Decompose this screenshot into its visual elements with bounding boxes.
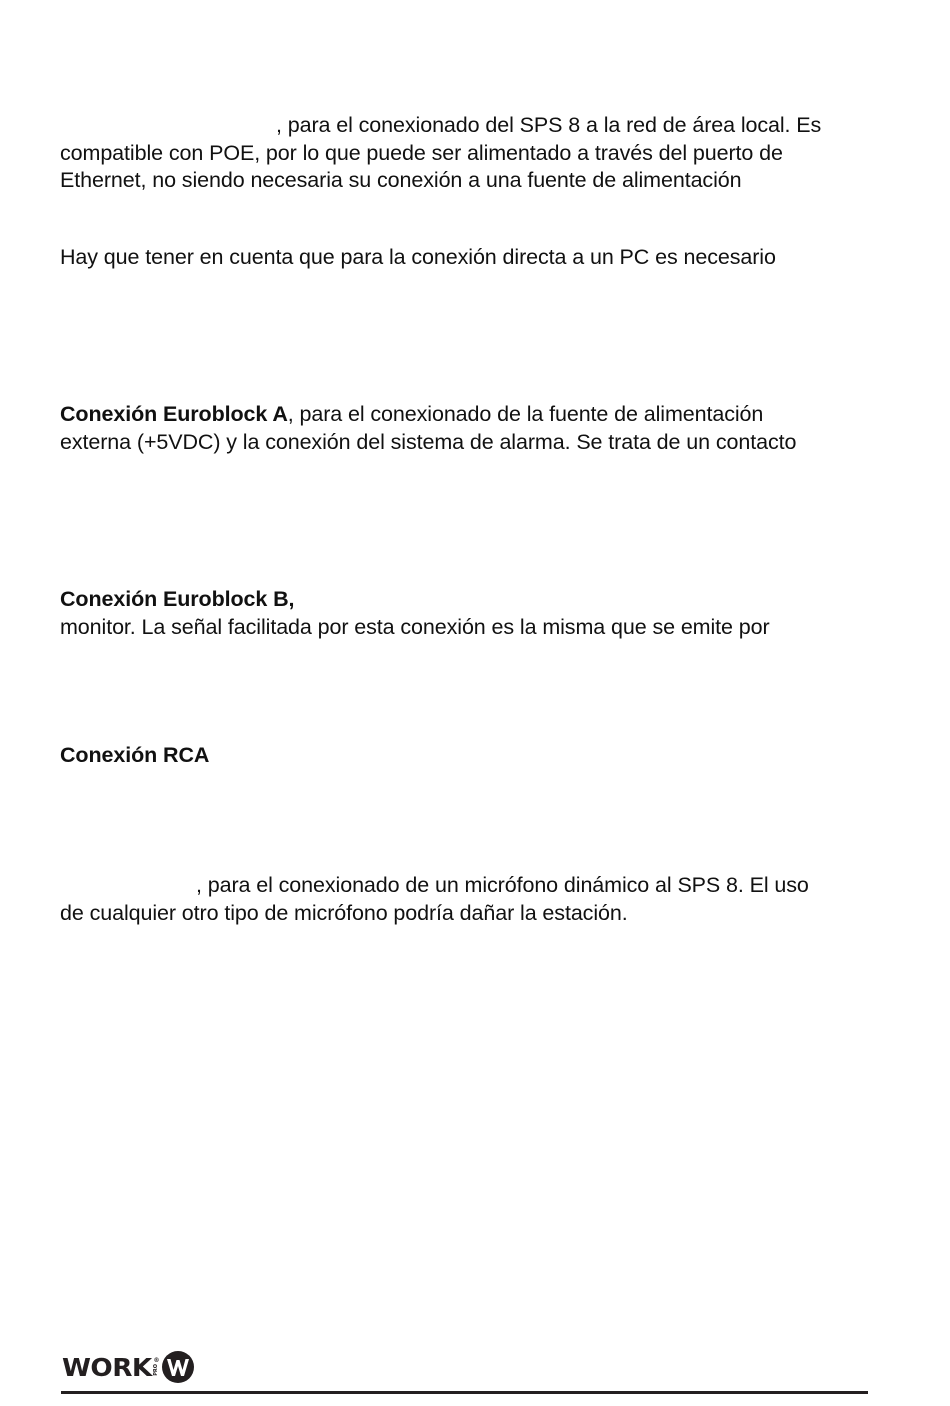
euroblock-b-line-2: monitor. La señal facilitada por esta conexión es la misma que se emite por xyxy=(60,615,770,639)
euroblock-a-line-1 xyxy=(60,400,763,429)
registered-mark: ® xyxy=(153,1357,160,1365)
logo-pro-mark xyxy=(153,1358,159,1376)
footer-divider xyxy=(61,1391,868,1394)
euroblock-b-title: Conexión Euroblock B, xyxy=(60,587,295,611)
mic-line-1: , para el conexionado de un micrófono dinámico al SPS 8. El uso xyxy=(196,873,809,897)
mic-line-2: de cualquier otro tipo de micrófono podría dañar la estación. xyxy=(60,901,628,925)
lan-note-line: Hay que tener en cuenta que para la conexión directa a un PC es necesario xyxy=(60,245,776,269)
lan-paragraph-line-3: Ethernet, no siendo necesaria su conexión a una fuente de alimentación xyxy=(60,168,742,192)
logo-wordmark: WORK xyxy=(62,1352,152,1382)
w-circle-icon xyxy=(161,1350,195,1384)
euroblock-a-text: , para el conexionado de la fuente de alimentación xyxy=(287,402,764,426)
lan-paragraph-line-1: , para el conexionado del SPS 8 a la red de área local. Es xyxy=(276,113,822,137)
rca-title: Conexión RCA xyxy=(60,743,210,767)
euroblock-a-line-2: externa (+5VDC) y la conexión del sistema de alarma. Se trata de un contacto xyxy=(60,430,797,454)
euroblock-a-title: Conexión Euroblock A xyxy=(60,402,288,426)
lan-paragraph-line-2: compatible con POE, por lo que puede ser alimentado a través del puerto de xyxy=(60,141,783,165)
logo-pro-text: PRO xyxy=(153,1364,160,1376)
work-pro-logo xyxy=(62,1347,195,1387)
